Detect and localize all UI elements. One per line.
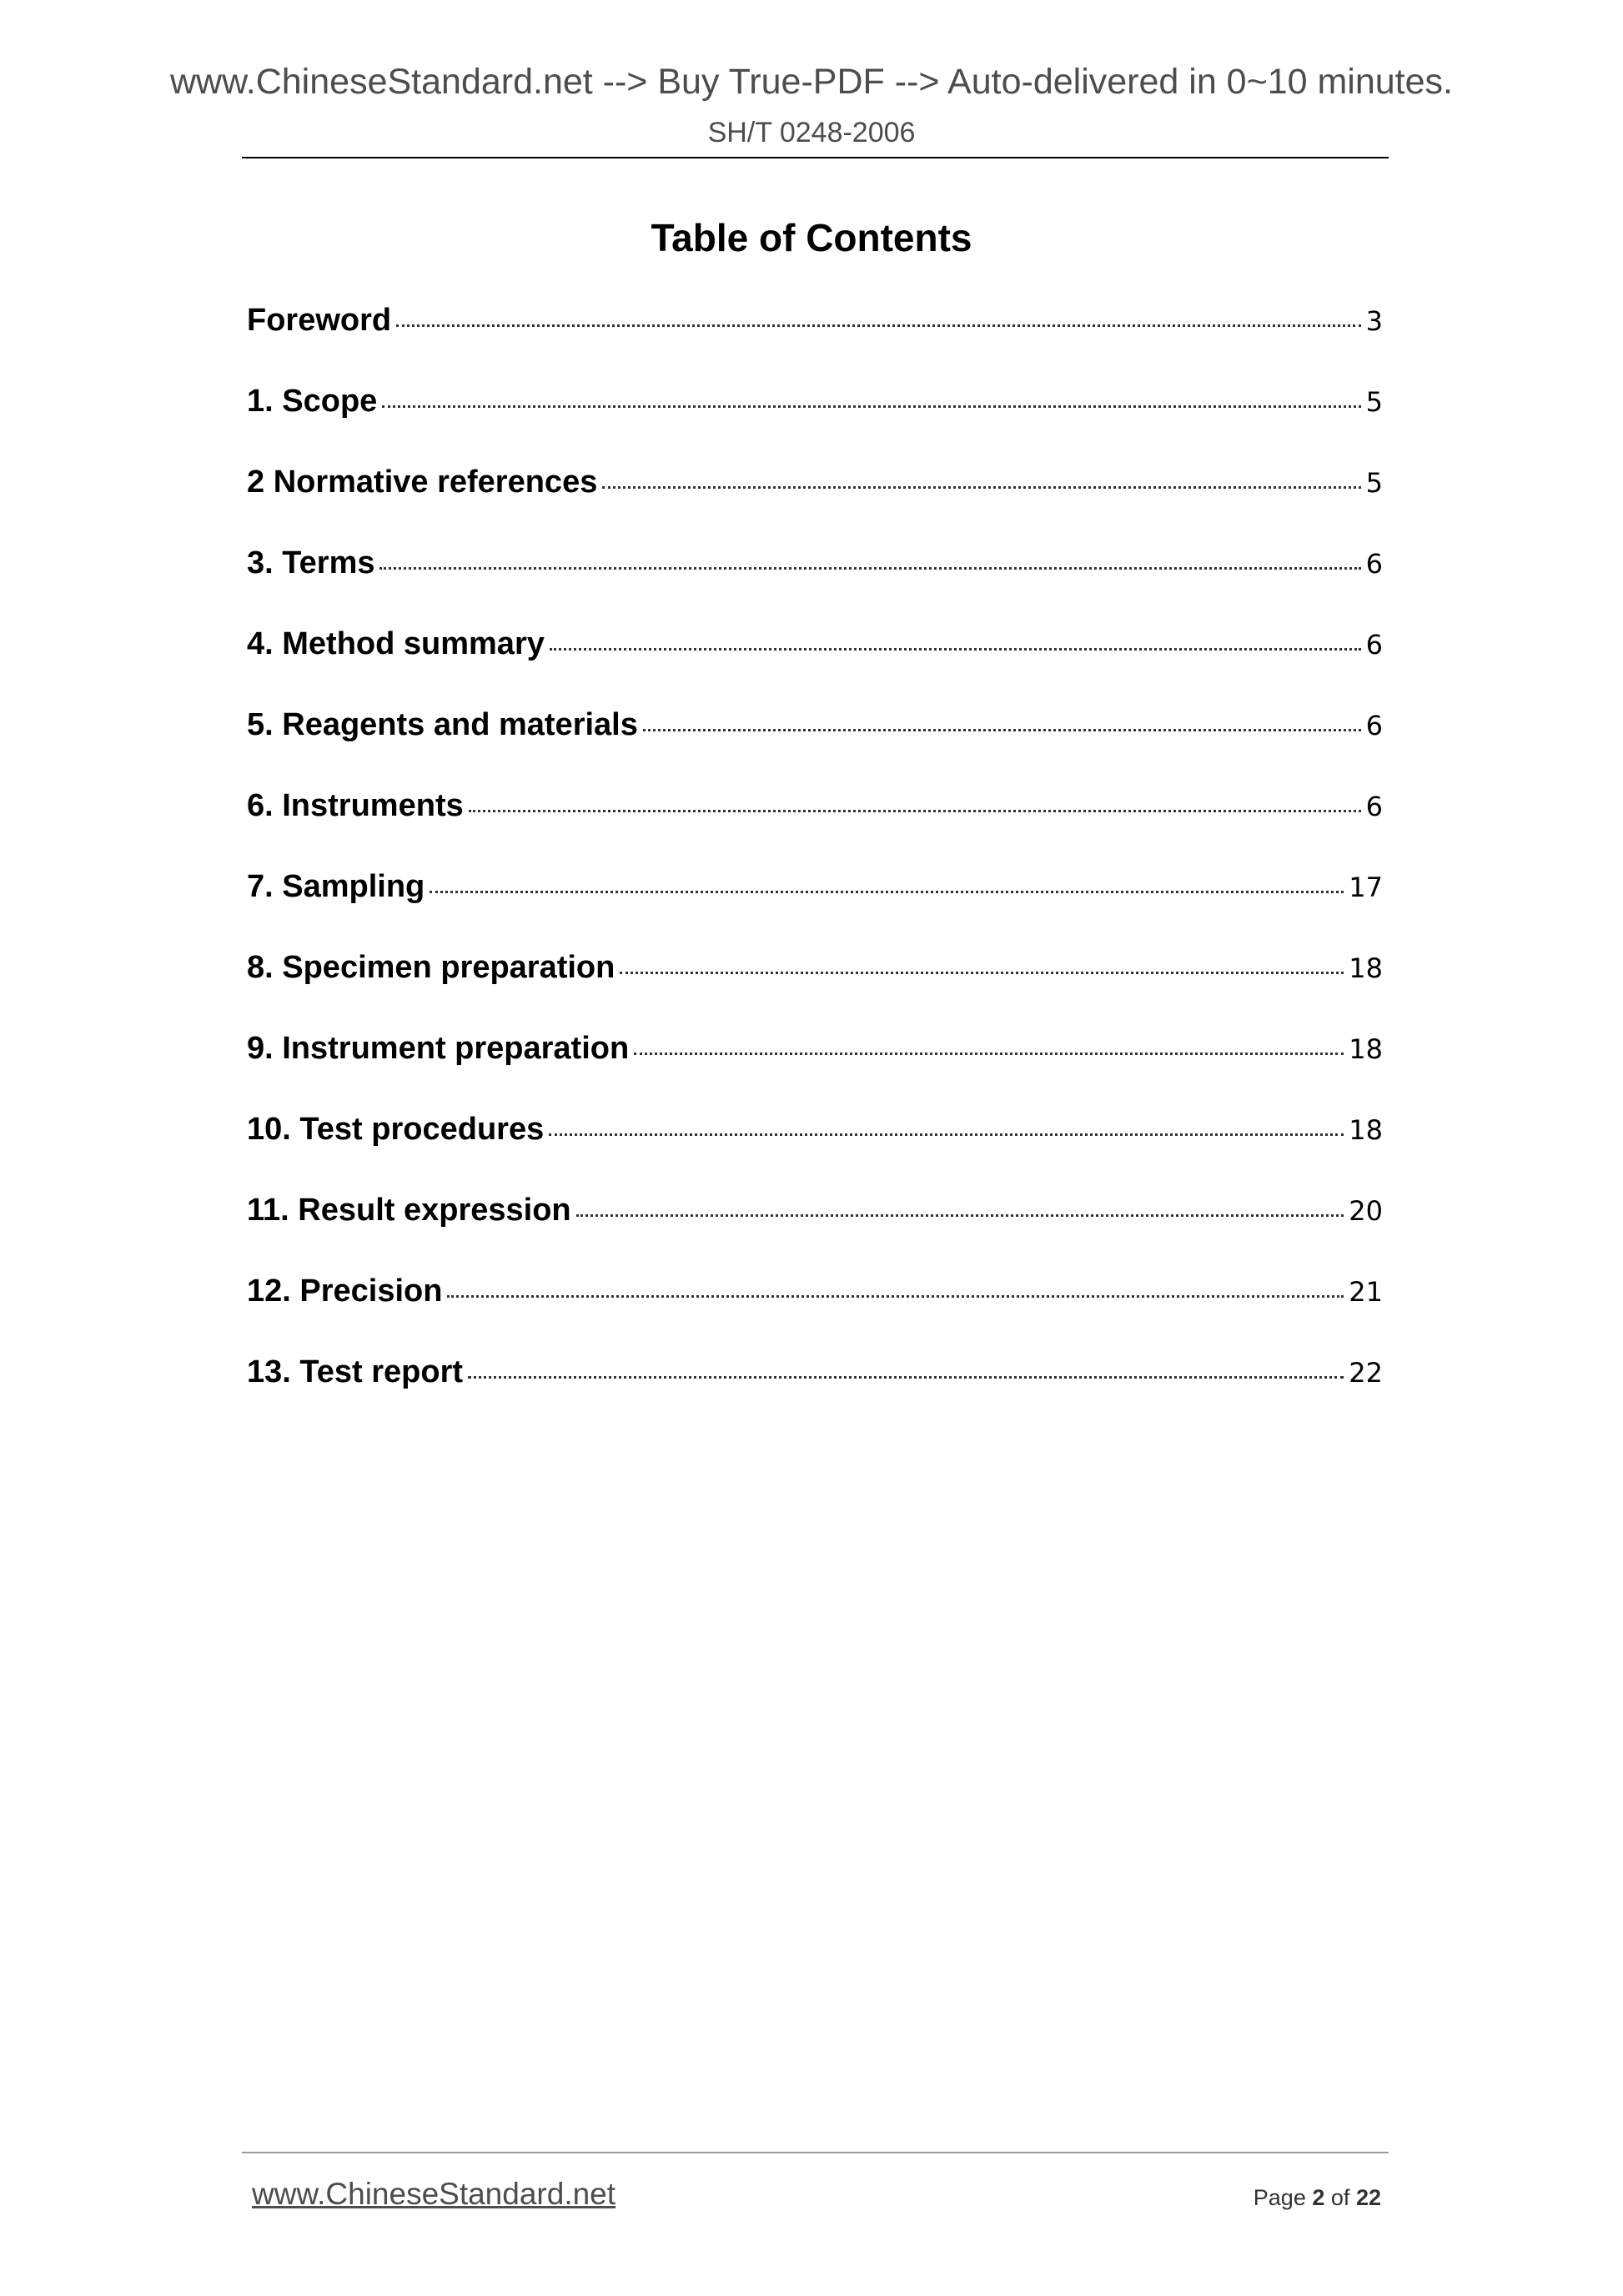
dot-leader	[468, 1376, 1344, 1379]
dot-leader	[430, 891, 1344, 893]
toc-entry-label: 8. Specimen preparation	[247, 950, 616, 985]
toc-entry-page: 18	[1349, 952, 1383, 984]
toc-entry-label: 7. Sampling	[247, 869, 425, 904]
toc-entry-page: 17	[1349, 872, 1383, 903]
toc-entry-instrument-preparation[interactable]	[247, 1031, 1383, 1112]
toc-entry-page: 3	[1365, 305, 1383, 337]
dot-leader	[447, 1295, 1344, 1298]
toc-entry-label: 6. Instruments	[247, 788, 464, 823]
toc-entry-result-expression[interactable]	[247, 1193, 1383, 1274]
dot-leader	[602, 486, 1360, 489]
dot-leader	[576, 1214, 1344, 1217]
toc-entry-instruments[interactable]	[247, 788, 1383, 869]
toc-entry-test-report[interactable]	[247, 1354, 1383, 1435]
of-word: of	[1330, 2185, 1350, 2210]
toc-entry-page: 6	[1365, 791, 1383, 822]
toc-entry-label: 1. Scope	[247, 384, 378, 419]
page-number	[1254, 2185, 1381, 2211]
toc-entry-foreword[interactable]	[247, 303, 1383, 384]
header-divider	[242, 157, 1389, 158]
toc-entry-test-procedures[interactable]	[247, 1112, 1383, 1193]
dot-leader	[382, 405, 1360, 408]
toc-entry-label: 2 Normative references	[247, 465, 598, 500]
dot-leader	[643, 729, 1361, 731]
dot-leader	[379, 567, 1360, 570]
toc-entry-page: 6	[1365, 710, 1383, 741]
current-page-number: 2	[1312, 2185, 1325, 2210]
toc-entry-label: 4. Method summary	[247, 626, 545, 661]
standard-code: SH/T 0248-2006	[707, 117, 916, 148]
total-pages-number: 22	[1355, 2185, 1381, 2210]
dot-leader	[550, 648, 1361, 651]
toc-entry-label: 13. Test report	[247, 1354, 464, 1389]
toc-entry-specimen-preparation[interactable]	[247, 950, 1383, 1031]
toc-entry-label: 9. Instrument preparation	[247, 1031, 630, 1066]
toc-entry-page: 5	[1365, 467, 1383, 499]
page-word: Page	[1253, 2185, 1306, 2210]
toc-entry-terms[interactable]	[247, 545, 1383, 626]
toc-entry-page: 6	[1365, 548, 1383, 580]
toc-entry-precision[interactable]	[247, 1274, 1383, 1354]
toc-entry-scope[interactable]	[247, 384, 1383, 465]
toc-list	[247, 303, 1383, 1435]
dot-leader	[549, 1133, 1344, 1136]
dot-leader	[620, 972, 1344, 974]
toc-entry-sampling[interactable]	[247, 869, 1383, 950]
toc-title: Table of Contents	[651, 216, 972, 259]
toc-entry-page: 6	[1365, 629, 1383, 661]
toc-entry-label: 3. Terms	[247, 545, 375, 580]
toc-entry-label: Foreword	[247, 303, 392, 338]
dot-leader	[469, 810, 1361, 812]
toc-entry-reagents-and-materials[interactable]	[247, 707, 1383, 788]
dot-leader	[396, 324, 1361, 327]
toc-entry-page: 18	[1349, 1033, 1383, 1065]
toc-entry-label: 12. Precision	[247, 1274, 443, 1309]
toc-entry-page: 21	[1349, 1276, 1383, 1308]
toc-entry-label: 5. Reagents and materials	[247, 707, 638, 742]
footer-site-link[interactable]: www.ChineseStandard.net	[252, 2177, 616, 2211]
site-banner: www.ChineseStandard.net --> Buy True-PDF --> Auto-delivered in 0~10 minutes.	[169, 62, 1453, 102]
toc-entry-normative-references[interactable]	[247, 465, 1383, 545]
toc-entry-page: 18	[1349, 1114, 1383, 1146]
toc-entry-label: 11. Result expression	[247, 1193, 571, 1228]
toc-entry-method-summary[interactable]	[247, 626, 1383, 707]
toc-entry-page: 5	[1365, 386, 1383, 418]
dot-leader	[634, 1053, 1344, 1055]
toc-entry-page: 20	[1349, 1195, 1383, 1227]
footer-divider	[242, 2152, 1389, 2153]
toc-entry-page: 22	[1349, 1357, 1383, 1389]
toc-entry-label: 10. Test procedures	[247, 1112, 545, 1147]
